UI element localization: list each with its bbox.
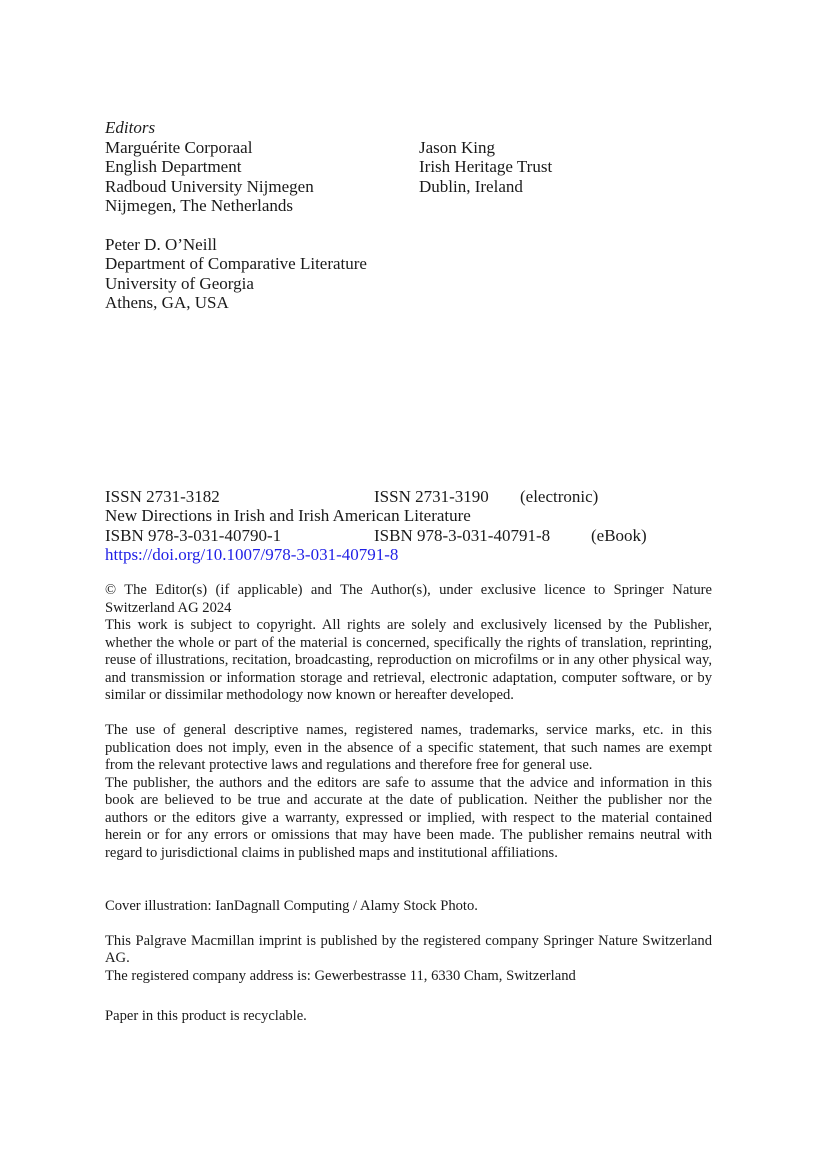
disclaimer-paragraph: The publisher, the authors and the editors are safe to assume that the advice and information in this book are believed to be true and accurate at the date of publication. Neither the publisher nor the authors or the editors give a warranty, expressed or implied, with respect to the material contained herein or for any errors or omissions that may have been made. The publisher remains neutral with regard to jurisdictional claims in published maps and institutional affiliations. [105,774,712,861]
company-address: The registered company address is: Gewerbestrasse 11, 6330 Cham, Switzerland [105,967,576,984]
isbn-print: ISBN 978-3-031-40790-1 [105,525,282,545]
editors-heading: Editors [105,118,156,137]
editor-name: Peter D. O’Neill [105,234,217,254]
editor-affiliation: English Department [105,157,242,176]
isbn-ebook-note: (eBook) [591,525,647,545]
editor-affiliation: Radboud University Nijmegen [105,176,314,196]
issn-print: ISSN 2731-3182 [105,486,220,506]
cover-credit: Cover illustration: IanDagnall Computing / Alamy Stock Photo. [105,897,478,914]
editor-affiliation: University of Georgia [105,273,254,293]
editor-oneill [105,235,367,313]
editor-location: Athens, GA, USA [105,293,229,312]
editor-affiliation: Department of Comparative Literature [105,254,367,273]
isbn-ebook: ISBN 978-3-031-40791-8 [374,525,551,545]
editor-name: Marguérite Corporaal [105,137,253,157]
editor-corporaal [105,138,314,216]
copyright-notice: © The Editor(s) (if applicable) and The Author(s), under exclusive licence to Springer Nature Switzerland AG 2024 [105,582,712,616]
editor-location: Nijmegen, The Netherlands [105,196,294,215]
imprint-statement: This Palgrave Macmillan imprint is published by the registered company Springer Nature Switzerland AG. [105,932,712,966]
editor-affiliation: Irish Heritage Trust [419,157,553,176]
paper-note: Paper in this product is recyclable. [105,1007,307,1024]
editor-name: Jason King [419,137,496,157]
doi-link[interactable]: https://doi.org/10.1007/978-3-031-40791-8 [105,545,399,564]
issn-electronic: ISSN 2731-3190 [374,486,489,506]
editor-location: Dublin, Ireland [419,176,523,196]
editor-king [419,138,552,197]
names-paragraph: The use of general descriptive names, registered names, trademarks, service marks, etc. in this publication does not imply, even in the absence of a specific statement, that such names are exempt from the relevant protective laws and regulations and therefore free for general use. [105,722,712,773]
rights-paragraph: This work is subject to copyright. All rights are solely and exclusively licensed by the Publisher, whether the whole or part of the material is concerned, specifically the rights of translation, reprinting, reuse of illustrations, recitation, broadcasting, reproduction on microfilms or in any other physical way, and transmission or information storage and retrieval, electronic adaptation, computer software, or by similar or dissimilar methodology now known or hereafter developed. [105,617,712,703]
series-title: New Directions in Irish and Irish American Literature [105,506,471,525]
issn-electronic-note: (electronic) [520,486,599,506]
